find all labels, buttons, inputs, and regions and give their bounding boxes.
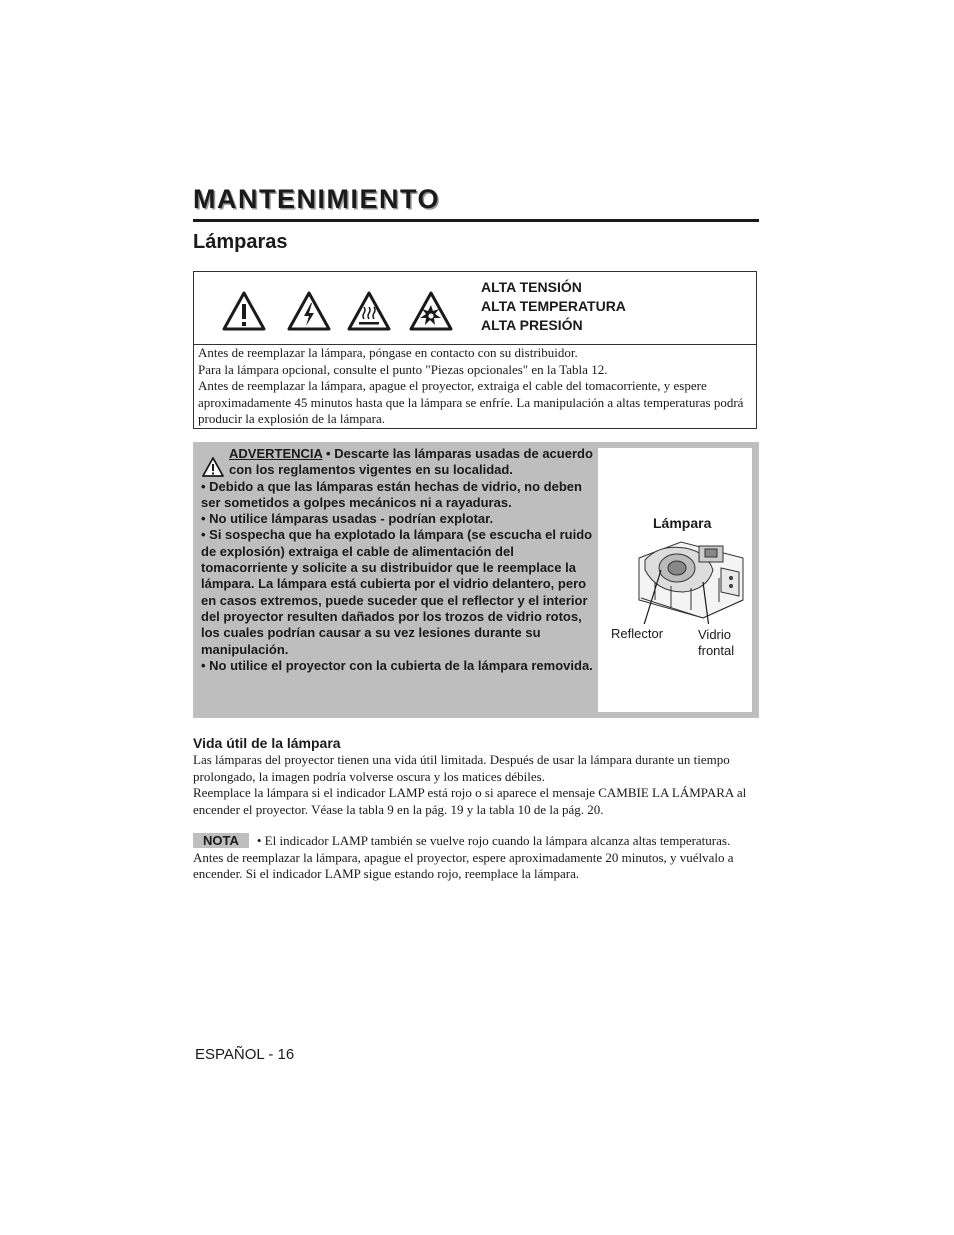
- hot-surface-warning-icon: [347, 291, 391, 331]
- electric-shock-warning-icon: [287, 291, 331, 331]
- lamp-figure: [598, 448, 752, 712]
- caution-line: Antes de reemplazar la lámpara, póngase en contacto con su distribuidor.: [198, 345, 578, 360]
- figure-title: Lámpara: [653, 515, 712, 531]
- note-badge: NOTA: [193, 833, 249, 848]
- note-text: • El indicador LAMP también se vuelve rojo cuando la lámpara alcanza altas temperaturas. Antes de reemplazar la lámpara, apague el proyector, espere aproximadamente 20 minutos, y vuélvalo a encender. Si el indicador LAMP sigue estando rojo, reemplace la lámpara.: [193, 833, 734, 881]
- caution-line: Para la lámpara opcional, consulte el punto "Piezas opcionales" en la Tabla 12.: [198, 361, 608, 377]
- hazard-list: [481, 278, 626, 335]
- lamp-life-heading: Vida útil de la lámpara: [193, 735, 341, 751]
- page-title: MANTENIMIENTO: [193, 184, 440, 214]
- reflector-label: Reflector: [611, 626, 664, 641]
- warning-item: • Si sospecha que ha explotado la lámpara (se escucha el ruido de explosión) extraiga el cable de alimentación del tomacorriente y solicite a su distribuidor que le reemplace la lámpara. La lámpara está cubierta por el vidrio delantero, pero en casos extremos, puede suceder que el reflector y el interior del proyector resulten dañados por los trozos de vidrio rotos, los cuales podrían causar a su vez lesiones durante su manipulación.: [201, 527, 593, 657]
- caution-box: [193, 271, 757, 429]
- small-warning-icon: [201, 456, 225, 478]
- warning-item: • Debido a que las lámparas están hechas de vidrio, no deben ser sometidos a golpes mecánicos ni a rayaduras.: [201, 478, 582, 510]
- caution-text: [198, 345, 752, 428]
- title-rule: [193, 219, 759, 222]
- warning-first-item: [201, 446, 593, 479]
- lamp-life-paragraph: Las lámparas del proyector tienen una vida útil limitada. Después de usar la lámpara durante un tiempo prolongado, la imagen podría volverse oscura y los matices débiles.: [193, 752, 730, 784]
- lamp-life-paragraph: Reemplace la lámpara si el indicador LAMP está rojo o si aparece el mensaje CAMBIE LA LÁMPARA al encender el proyector. Véase la tabla 9 en la pág. 19 y la tabla 10 de la pág. 20.: [193, 785, 747, 817]
- warning-item: • Descarte las lámparas usadas de acuerdo con los reglamentos vigentes en su localidad.: [229, 446, 593, 478]
- section-title: Lámparas: [193, 231, 288, 253]
- caution-header: [194, 272, 756, 345]
- warning-panel: [193, 442, 759, 718]
- warning-label: ADVERTENCIA: [229, 446, 323, 461]
- hazard-high-voltage: ALTA TENSIÓN: [481, 279, 582, 295]
- lamp-life-text: [193, 752, 763, 818]
- warning-text: [201, 446, 593, 674]
- warning-item: • No utilice lámparas usadas - podrían explotar.: [201, 511, 494, 527]
- front-glass-label: Vidrio frontal: [698, 627, 735, 658]
- explosion-warning-icon: [409, 291, 453, 331]
- note-block: [193, 833, 763, 883]
- lamp-illustration: [631, 538, 749, 624]
- hazard-high-temperature: ALTA TEMPERATURA: [481, 298, 626, 314]
- page-number: ESPAÑOL - 16: [195, 1046, 295, 1063]
- warning-item: • No utilice el proyector con la cubierta de la lámpara removida.: [201, 657, 593, 673]
- caution-line: Antes de reemplazar la lámpara, apague el proyector, extraiga el cable del tomacorriente, y espere aproximadamente 45 minutos hasta que la lámpara se enfríe. La manipulación a altas temperaturas podrá producir la explosión de la lámpara.: [198, 378, 744, 426]
- hazard-high-pressure: ALTA PRESIÓN: [481, 317, 583, 333]
- exclamation-warning-icon: [222, 291, 266, 331]
